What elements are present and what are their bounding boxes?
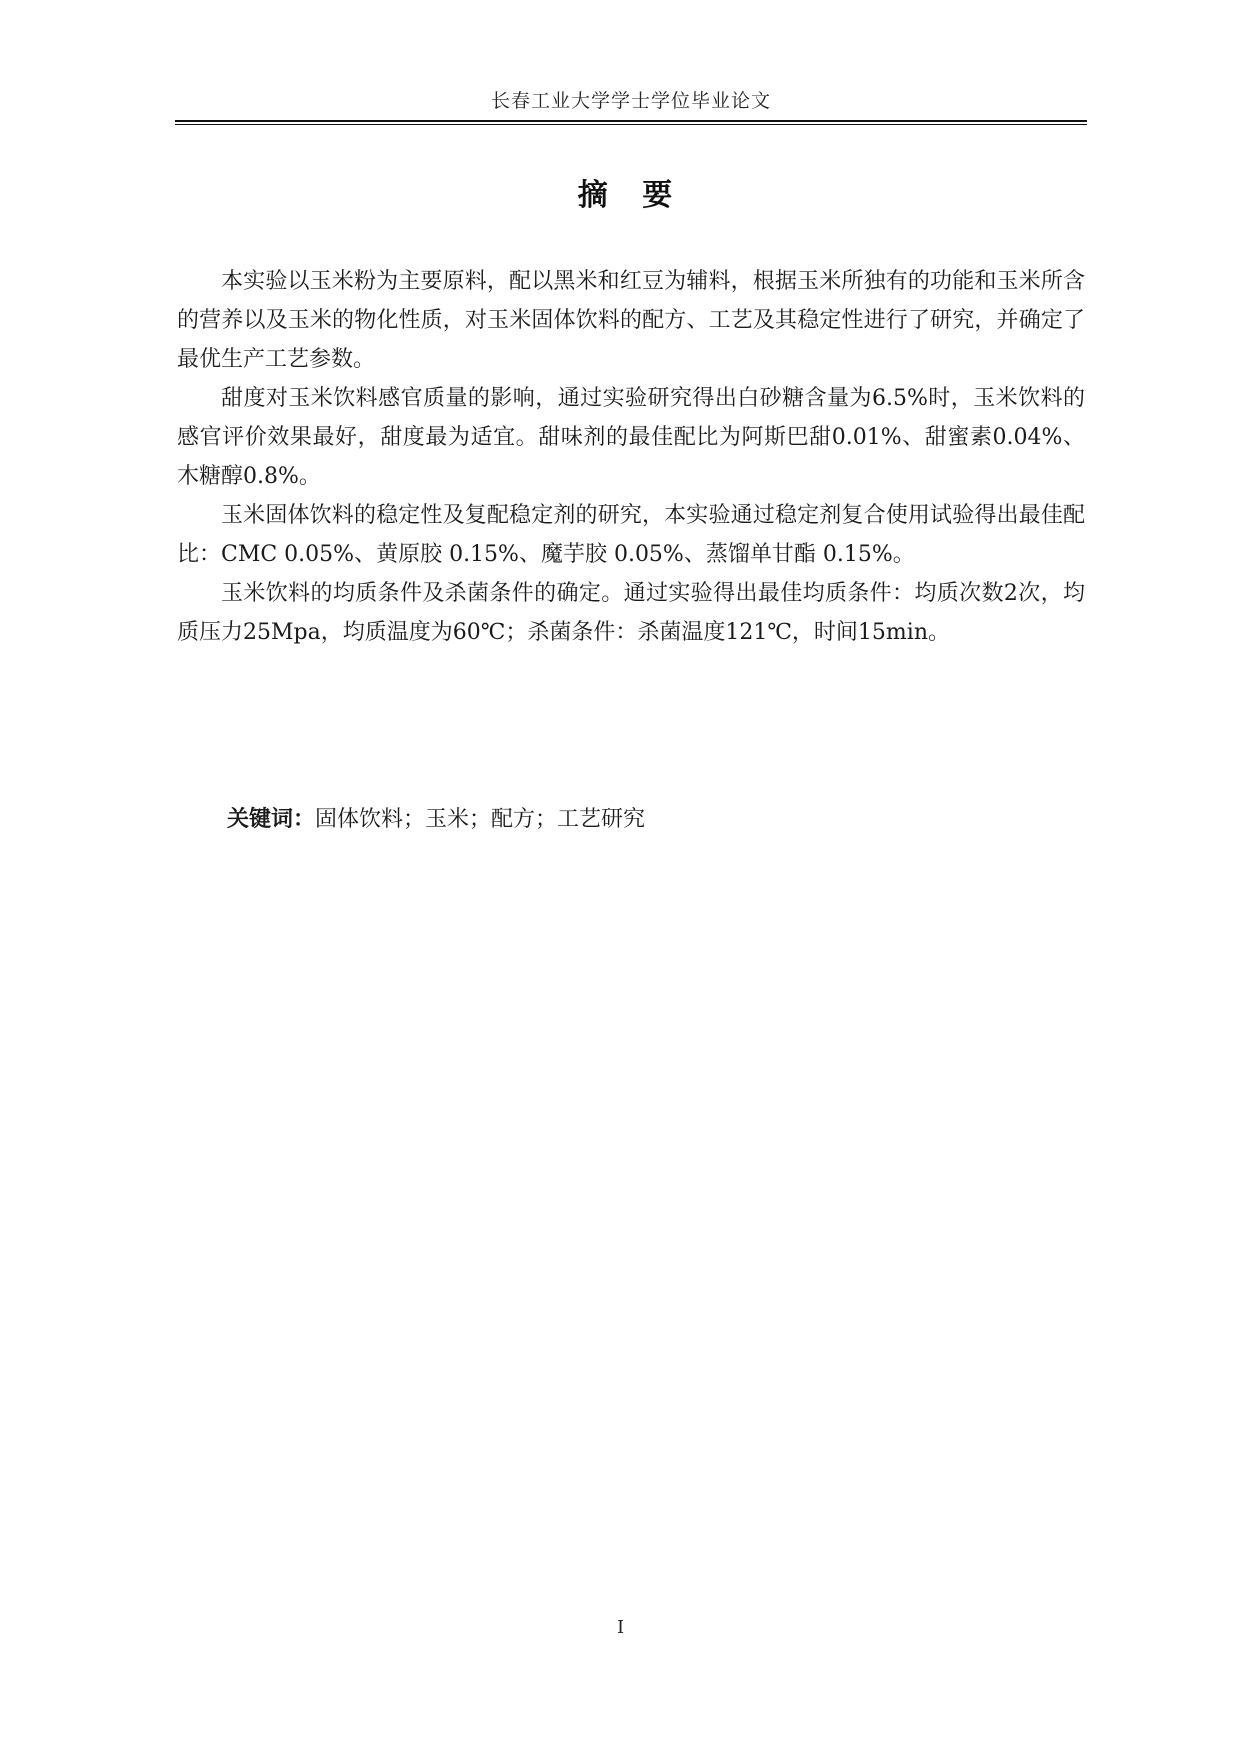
abstract-paragraph-2: 甜度对玉米饮料感官质量的影响，通过实验研究得出白砂糖含量为6.5%时，玉米饮料的感官评价效果最好，甜度最为适宜。甜味剂的最佳配比为阿斯巴甜0.01%、甜蜜素0.04%、木糖醇0.8%。 [177,386,1085,489]
abstract-paragraph-4: 玉米饮料的均质条件及杀菌条件的确定。通过实验得出最佳均质条件：均质次数2次，均质压力25Mpa，均质温度为60℃；杀菌条件：杀菌温度121℃，时间15min。 [177,581,1085,645]
abstract-paragraph-3: 玉米固体饮料的稳定性及复配稳定剂的研究，本实验通过稳定剂复合使用试验得出最佳配比：CMC 0.05%、黄原胶 0.15%、魔芋胶 0.05%、蒸馏单甘酯 0.15%。 [177,503,1085,567]
abstract-body [177,262,1085,652]
keywords-line [227,800,645,839]
abstract-paragraph-1: 本实验以玉米粉为主要原料，配以黑米和红豆为辅料，根据玉米所独有的功能和玉米所含的营养以及玉米的物化性质，对玉米固体饮料的配方、工艺及其稳定性进行了研究，并确定了最优生产工艺参数。 [177,269,1085,372]
abstract-title: 摘 要 [577,178,685,213]
keywords-label: 关键词： [227,807,316,832]
page-number: I [616,1617,625,1638]
header-rule [175,120,1087,122]
keywords-text: 固体饮料；玉米；配方；工艺研究 [315,807,646,832]
running-header: 长春工业大学学士学位毕业论文 [490,90,771,112]
header-rule-thin [175,124,1087,125]
